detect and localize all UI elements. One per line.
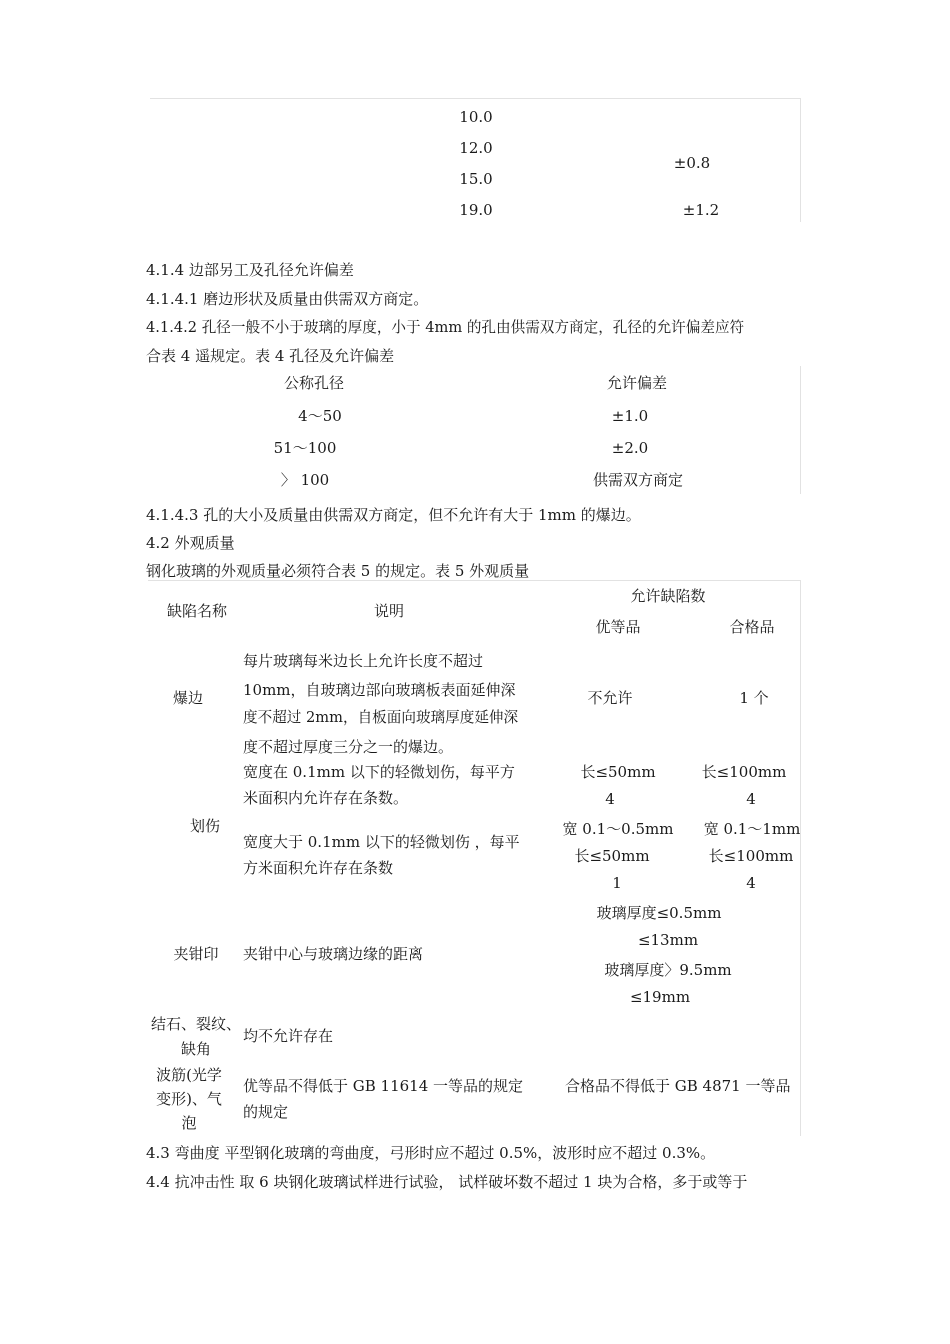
allow-qualified: 宽 0.1～1mm — [703, 820, 801, 838]
defect-name-wave: 泡 — [181, 1114, 197, 1132]
table5-right-border — [800, 580, 801, 1136]
table4-header-tolerance: 允许偏差 — [606, 374, 668, 392]
defect-desc: 夹钳中心与玻璃边缘的距离 — [243, 945, 424, 963]
tolerance-value: ±1.2 — [682, 201, 720, 219]
allow-first: 长≤50mm — [574, 847, 650, 865]
defect-name-wave: 波筋(光学 — [156, 1066, 222, 1084]
defect-desc: 10mm，自玻璃边部向玻璃板表面延伸深 — [243, 681, 516, 699]
table5-header-first: 优等品 — [595, 618, 641, 636]
defect-desc: 度不超过 2mm，自板面向玻璃厚度延伸深 — [243, 709, 519, 726]
allow-first: 不允许 — [587, 689, 633, 707]
allow-first: 1 — [612, 874, 622, 892]
table4-cell: ±2.0 — [611, 439, 649, 457]
paragraph: 4.1.4.1 磨边形状及质量由供需双方商定。 — [146, 290, 429, 308]
tolerance-value: ±0.8 — [673, 154, 711, 172]
thickness-value: 12.0 — [459, 139, 493, 157]
defect-desc: 方米面积允许存在条数 — [243, 859, 394, 877]
table4-cell: 51～100 — [273, 439, 337, 457]
allow-qualified: 4 — [746, 874, 756, 892]
table4-cell: ±1.0 — [611, 407, 649, 425]
defect-desc: 均不允许存在 — [243, 1027, 334, 1045]
defect-name-stone: 缺角 — [180, 1040, 212, 1058]
defect-name-wave: 变形)、气 — [156, 1090, 222, 1108]
allow-qualified: 长≤100mm — [701, 763, 787, 781]
table5-header-allow: 允许缺陷数 — [630, 587, 706, 605]
section-heading: 4.1.4 边部另工及孔径允许偏差 — [146, 261, 354, 279]
table4-right-border — [800, 366, 801, 494]
table5-header-qualified: 合格品 — [729, 618, 775, 636]
defect-desc: 优等品不得低于 GB 11614 一等品的规定 — [243, 1077, 524, 1095]
defect-desc: 度不超过厚度三分之一的爆边。 — [243, 738, 454, 756]
allow-qualified: 1 个 — [739, 689, 769, 707]
defect-name-edge: 爆边 — [172, 689, 204, 707]
allow-value: 玻璃厚度〉9.5mm — [604, 961, 732, 979]
allow-value: 玻璃厚度≤0.5mm — [596, 904, 722, 922]
defect-name-scratch: 划伤 — [189, 817, 221, 835]
defect-desc: 的规定 — [243, 1103, 289, 1121]
table4-cell: 4～50 — [298, 407, 342, 425]
allow-qualified: 长≤100mm — [708, 847, 794, 865]
paragraph: 4.3 弯曲度 平型钢化玻璃的弯曲度，弓形时应不超过 0.5%，波形时应不超过 0.3%。 — [146, 1144, 716, 1162]
paragraph: 4.1.4.3 孔的大小及质量由供需双方商定，但不允许有大于 1mm 的爆边。 — [146, 506, 641, 524]
defect-desc: 每片玻璃每米边长上允许长度不超过 — [243, 652, 484, 670]
table5-header-desc: 说明 — [373, 602, 405, 620]
section-heading: 4.2 外观质量 — [146, 534, 235, 552]
paragraph: 钢化玻璃的外观质量必须符合表 5 的规定。表 5 外观质量 — [146, 562, 530, 580]
paragraph: 4.4 抗冲击性 取 6 块钢化玻璃试样进行试验， 试样破坏数不超过 1 块为合格，多于或等于 — [146, 1173, 748, 1191]
table5-header-name: 缺陷名称 — [166, 602, 228, 620]
table5-top-border — [148, 580, 800, 581]
defect-desc: 米面积内允许存在条数。 — [243, 789, 409, 807]
allow-qualified: 4 — [746, 790, 756, 808]
allow-first: 宽 0.1～0.5mm — [562, 820, 674, 838]
allow-value: 合格品不得低于 GB 4871 一等品 — [565, 1077, 791, 1095]
allow-value: ≤13mm — [637, 931, 699, 949]
defect-name-stone: 结石、裂纹、 — [151, 1015, 242, 1033]
defect-name-clamp: 夹钳印 — [173, 945, 219, 963]
allow-value: ≤19mm — [629, 988, 691, 1006]
thickness-value: 19.0 — [459, 201, 493, 219]
table4-cell: 〉 100 — [280, 471, 330, 489]
table-top-border — [150, 98, 800, 99]
defect-desc: 宽度在 0.1mm 以下的轻微划伤，每平方 — [243, 763, 515, 781]
allow-first: 4 — [605, 790, 615, 808]
table4-cell: 供需双方商定 — [592, 471, 684, 489]
table-right-border — [800, 98, 801, 222]
paragraph: 合表 4 遥规定。表 4 孔径及允许偏差 — [146, 347, 395, 365]
paragraph: 4.1.4.2 孔径一般不小于玻璃的厚度，小于 4mm 的孔由供需双方商定，孔径的允许偏差应符 — [146, 319, 745, 336]
allow-first: 长≤50mm — [580, 763, 656, 781]
thickness-value: 10.0 — [459, 108, 493, 126]
defect-desc: 宽度大于 0.1mm 以下的轻微划伤 ，每平 — [243, 833, 520, 851]
thickness-value: 15.0 — [459, 170, 493, 188]
table4-header-diameter: 公称孔径 — [283, 374, 345, 392]
